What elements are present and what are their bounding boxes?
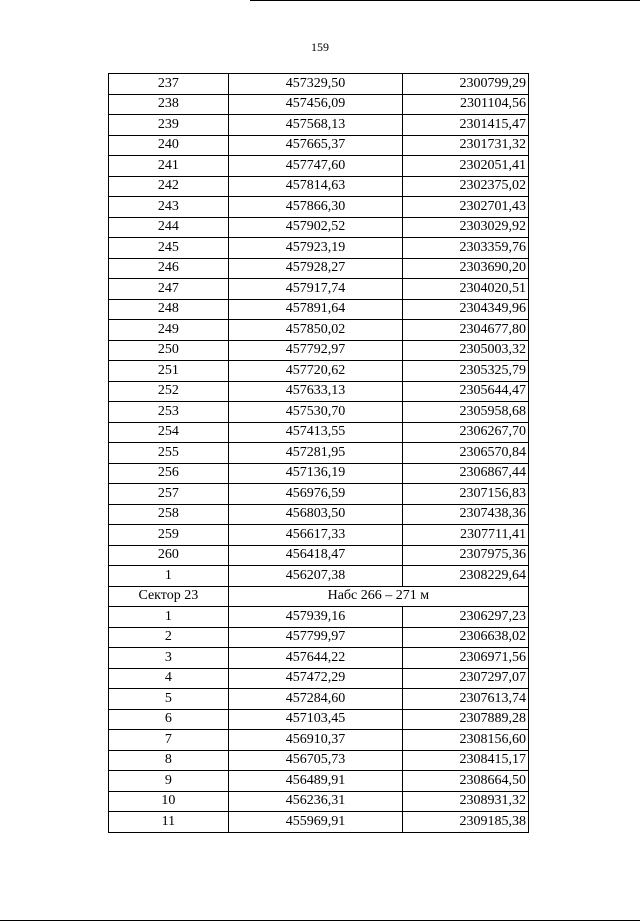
table-row <box>109 791 529 812</box>
table-row <box>109 197 529 218</box>
point-number-cell: 257 <box>109 484 229 505</box>
y-coordinate-cell: 2302051,41 <box>403 156 529 177</box>
table-row <box>109 340 529 361</box>
x-coordinate-cell: 457891,64 <box>228 299 403 320</box>
table-row <box>109 525 529 546</box>
point-number-cell: 239 <box>109 115 229 136</box>
y-coordinate-cell: 2302701,43 <box>403 197 529 218</box>
y-coordinate-cell: 2307156,83 <box>403 484 529 505</box>
table-row <box>109 115 529 136</box>
y-coordinate-cell: 2305003,32 <box>403 340 529 361</box>
point-number-cell: 259 <box>109 525 229 546</box>
table-row <box>109 812 529 833</box>
y-coordinate-cell: 2301104,56 <box>403 94 529 115</box>
y-coordinate-cell: 2306297,23 <box>403 607 529 628</box>
point-number-cell: 1 <box>109 566 229 587</box>
point-number-cell: 258 <box>109 504 229 525</box>
y-coordinate-cell: 2307438,36 <box>403 504 529 525</box>
point-number-cell: 6 <box>109 709 229 730</box>
x-coordinate-cell: 456617,33 <box>228 525 403 546</box>
point-number-cell: 247 <box>109 279 229 300</box>
x-coordinate-cell: 457568,13 <box>228 115 403 136</box>
x-coordinate-cell: 457939,16 <box>228 607 403 628</box>
x-coordinate-cell: 456803,50 <box>228 504 403 525</box>
y-coordinate-cell: 2308415,17 <box>403 750 529 771</box>
y-coordinate-cell: 2306267,70 <box>403 422 529 443</box>
point-number-cell: 4 <box>109 668 229 689</box>
table-row <box>109 689 529 710</box>
point-number-cell: 253 <box>109 402 229 423</box>
point-number-cell: 245 <box>109 238 229 259</box>
y-coordinate-cell: 2306570,84 <box>403 443 529 464</box>
point-number-cell: 249 <box>109 320 229 341</box>
x-coordinate-cell: 455969,91 <box>228 812 403 833</box>
table-row <box>109 156 529 177</box>
x-coordinate-cell: 457799,97 <box>228 627 403 648</box>
point-number-cell: 256 <box>109 463 229 484</box>
y-coordinate-cell: 2303690,20 <box>403 258 529 279</box>
y-coordinate-cell: 2306971,56 <box>403 648 529 669</box>
scan-bottom-edge-line <box>0 920 640 921</box>
table-row <box>109 94 529 115</box>
x-coordinate-cell: 457530,70 <box>228 402 403 423</box>
y-coordinate-cell: 2307613,74 <box>403 689 529 710</box>
x-coordinate-cell: 457472,29 <box>228 668 403 689</box>
point-number-cell: 243 <box>109 197 229 218</box>
table-row <box>109 402 529 423</box>
point-number-cell: 237 <box>109 74 229 95</box>
point-number-cell: 241 <box>109 156 229 177</box>
point-number-cell: 7 <box>109 730 229 751</box>
y-coordinate-cell: 2305958,68 <box>403 402 529 423</box>
table-row <box>109 320 529 341</box>
table-row <box>109 361 529 382</box>
table-row <box>109 545 529 566</box>
point-number-cell: 238 <box>109 94 229 115</box>
y-coordinate-cell: 2307975,36 <box>403 545 529 566</box>
point-number-cell: 11 <box>109 812 229 833</box>
sector-depth-cell: Набс 266 – 271 м <box>228 586 528 607</box>
point-number-cell: 3 <box>109 648 229 669</box>
point-number-cell: 254 <box>109 422 229 443</box>
scan-top-edge-line <box>250 0 640 1</box>
y-coordinate-cell: 2306867,44 <box>403 463 529 484</box>
point-number-cell: 242 <box>109 176 229 197</box>
x-coordinate-cell: 457917,74 <box>228 279 403 300</box>
point-number-cell: 248 <box>109 299 229 320</box>
table-row <box>109 566 529 587</box>
x-coordinate-cell: 457720,62 <box>228 361 403 382</box>
x-coordinate-cell: 456489,91 <box>228 771 403 792</box>
x-coordinate-cell: 456705,73 <box>228 750 403 771</box>
sector-label-cell: Сектор 23 <box>109 586 229 607</box>
table-row <box>109 627 529 648</box>
y-coordinate-cell: 2308229,64 <box>403 566 529 587</box>
x-coordinate-cell: 456207,38 <box>228 566 403 587</box>
table-row <box>109 176 529 197</box>
x-coordinate-cell: 457747,60 <box>228 156 403 177</box>
y-coordinate-cell: 2307297,07 <box>403 668 529 689</box>
x-coordinate-cell: 457413,55 <box>228 422 403 443</box>
x-coordinate-cell: 457644,22 <box>228 648 403 669</box>
y-coordinate-cell: 2304349,96 <box>403 299 529 320</box>
table-row <box>109 443 529 464</box>
table-row <box>109 258 529 279</box>
x-coordinate-cell: 457103,45 <box>228 709 403 730</box>
point-number-cell: 5 <box>109 689 229 710</box>
x-coordinate-cell: 457456,09 <box>228 94 403 115</box>
point-number-cell: 2 <box>109 627 229 648</box>
table-row <box>109 217 529 238</box>
table-row <box>109 771 529 792</box>
point-number-cell: 244 <box>109 217 229 238</box>
x-coordinate-cell: 457923,19 <box>228 238 403 259</box>
y-coordinate-cell: 2303359,76 <box>403 238 529 259</box>
y-coordinate-cell: 2305325,79 <box>403 361 529 382</box>
y-coordinate-cell: 2301731,32 <box>403 135 529 156</box>
point-number-cell: 240 <box>109 135 229 156</box>
point-number-cell: 246 <box>109 258 229 279</box>
table-row <box>109 750 529 771</box>
x-coordinate-cell: 457792,97 <box>228 340 403 361</box>
table-row <box>109 422 529 443</box>
table-row <box>109 74 529 95</box>
point-number-cell: 10 <box>109 791 229 812</box>
x-coordinate-cell: 457329,50 <box>228 74 403 95</box>
y-coordinate-cell: 2300799,29 <box>403 74 529 95</box>
y-coordinate-cell: 2308156,60 <box>403 730 529 751</box>
y-coordinate-cell: 2306638,02 <box>403 627 529 648</box>
table-row <box>109 279 529 300</box>
point-number-cell: 250 <box>109 340 229 361</box>
table-row <box>109 463 529 484</box>
x-coordinate-cell: 456418,47 <box>228 545 403 566</box>
point-number-cell: 260 <box>109 545 229 566</box>
table-row <box>109 668 529 689</box>
x-coordinate-cell: 457814,63 <box>228 176 403 197</box>
table-row <box>109 709 529 730</box>
x-coordinate-cell: 456976,59 <box>228 484 403 505</box>
table-row <box>109 648 529 669</box>
point-number-cell: 251 <box>109 361 229 382</box>
y-coordinate-cell: 2308931,32 <box>403 791 529 812</box>
table-row <box>109 135 529 156</box>
coordinates-table-body <box>109 74 529 833</box>
y-coordinate-cell: 2301415,47 <box>403 115 529 136</box>
table-row <box>109 299 529 320</box>
x-coordinate-cell: 456236,31 <box>228 791 403 812</box>
y-coordinate-cell: 2307889,28 <box>403 709 529 730</box>
y-coordinate-cell: 2308664,50 <box>403 771 529 792</box>
table-row <box>109 504 529 525</box>
point-number-cell: 8 <box>109 750 229 771</box>
table-row <box>109 730 529 751</box>
coordinates-table <box>108 73 529 833</box>
table-row <box>109 238 529 259</box>
point-number-cell: 1 <box>109 607 229 628</box>
point-number-cell: 255 <box>109 443 229 464</box>
x-coordinate-cell: 457136,19 <box>228 463 403 484</box>
y-coordinate-cell: 2304677,80 <box>403 320 529 341</box>
x-coordinate-cell: 457284,60 <box>228 689 403 710</box>
table-row <box>109 484 529 505</box>
y-coordinate-cell: 2304020,51 <box>403 279 529 300</box>
x-coordinate-cell: 457850,02 <box>228 320 403 341</box>
y-coordinate-cell: 2303029,92 <box>403 217 529 238</box>
table-row <box>109 607 529 628</box>
sector-header-row <box>109 586 529 607</box>
x-coordinate-cell: 457928,27 <box>228 258 403 279</box>
y-coordinate-cell: 2305644,47 <box>403 381 529 402</box>
y-coordinate-cell: 2302375,02 <box>403 176 529 197</box>
table-row <box>109 381 529 402</box>
point-number-cell: 252 <box>109 381 229 402</box>
page-number: 159 <box>311 40 329 54</box>
x-coordinate-cell: 457902,52 <box>228 217 403 238</box>
y-coordinate-cell: 2309185,38 <box>403 812 529 833</box>
point-number-cell: 9 <box>109 771 229 792</box>
x-coordinate-cell: 457281,95 <box>228 443 403 464</box>
y-coordinate-cell: 2307711,41 <box>403 525 529 546</box>
x-coordinate-cell: 457866,30 <box>228 197 403 218</box>
x-coordinate-cell: 457665,37 <box>228 135 403 156</box>
x-coordinate-cell: 456910,37 <box>228 730 403 751</box>
x-coordinate-cell: 457633,13 <box>228 381 403 402</box>
